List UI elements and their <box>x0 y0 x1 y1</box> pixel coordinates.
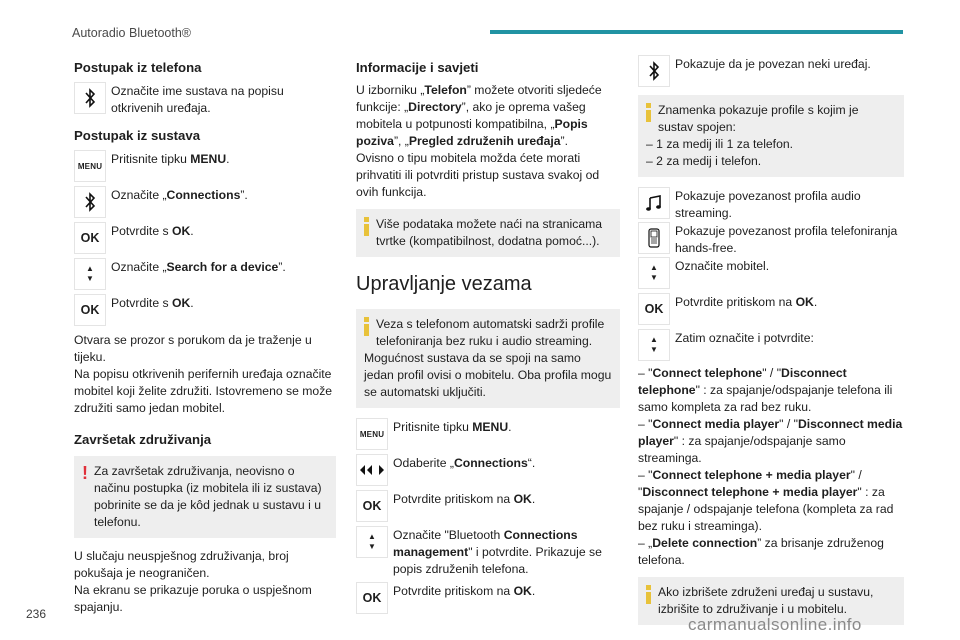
step-row <box>356 454 620 486</box>
warning-text: Za završetak združivanja, neovisno o načinu postupka (iz mobitela ili iz sustava) pobrinite se da je kôd jednak u sustavu i u telefonu. <box>94 464 322 529</box>
heading-phone-procedure: Postupak iz telefona <box>74 60 202 75</box>
info-note-item: – 2 za medij i telefon. <box>646 154 762 168</box>
step-text: Označite „Search for a device”. <box>111 260 286 274</box>
menu-button-icon: MENU <box>74 150 106 182</box>
heading-info-tips: Informacije i savjeti <box>356 60 479 75</box>
step-text: Potvrdite pritiskom na OK. <box>393 492 536 506</box>
step-text: Zatim označite i potvrdite: <box>675 331 814 345</box>
paragraph: Ovisno o tipu mobitela možda ćete morati prihvatiti ili potvrditi pristup sustava svakoj od ovih funkcija. <box>356 151 600 199</box>
heading-pairing-end: Završetak združivanja <box>74 432 212 447</box>
paragraph: Na popisu otkrivenih perifernih uređaja označite mobitel koji želite združiti. Istovremeno se može združiti samo jedan mobitel. <box>74 367 333 415</box>
options-list <box>638 365 904 569</box>
up-down-arrows-icon: ▲ ▼ <box>356 526 388 558</box>
watermark: carmanualsonline.info <box>688 615 862 634</box>
info-paragraph: U izborniku „Telefon” možete otvoriti sljedeće funkcije: „Directory”, ako je oprema vašeg mobitela u potpunosti kompatibilna, „Popis poziva”, „Pregled združenih uređaja”. <box>356 83 602 148</box>
info-icon <box>364 217 369 235</box>
step-text: Potvrdite pritiskom na OK. <box>393 584 536 598</box>
warning-note <box>74 456 336 538</box>
step-row <box>74 222 336 254</box>
step-text: Označite "Bluetooth Connections management" i potvrdite. Prikazuje se popis združenih telefona. <box>393 528 602 576</box>
column-right <box>638 55 904 635</box>
column-left <box>74 55 336 616</box>
bluetooth-icon <box>74 186 106 218</box>
step-row <box>356 526 620 578</box>
info-icon <box>364 317 369 335</box>
info-note <box>638 95 904 177</box>
page-number: 236 <box>26 607 47 621</box>
step-text: Označite „Connections”. <box>111 188 248 202</box>
paragraph: Na ekranu se prikazuje poruka o uspješnom spajanju. <box>74 583 312 614</box>
info-note-text: Više podataka možete naći na stranicama tvrtke (kompatibilnost, dodatna pomoć...). <box>376 217 603 248</box>
step-text: Potvrdite pritiskom na OK. <box>675 295 818 309</box>
info-note <box>356 209 620 257</box>
paragraph: Otvara se prozor s porukom da je traženje u tijeku. <box>74 333 312 364</box>
step-text: Pritisnite tipku MENU. <box>111 152 230 166</box>
ok-button-icon: OK <box>638 293 670 325</box>
step-row <box>74 258 336 290</box>
up-down-arrows-icon: ▲ ▼ <box>638 257 670 289</box>
paragraph: U slučaju neuspješnog združivanja, broj pokušaja je neograničen. <box>74 549 289 580</box>
info-note-text: Znamenka pokazuje profile s kojim je sustav spojen: <box>658 103 859 134</box>
step-text: Pokazuje povezanost profila audio streaming. <box>675 189 861 220</box>
list-item: – „Delete connection” za brisanje združenog telefona. <box>638 536 884 567</box>
warning-icon: ! <box>82 463 88 483</box>
step-text: Pokazuje povezanost profila telefoniranja hands-free. <box>675 224 898 255</box>
step-row <box>638 329 904 361</box>
step-row <box>638 55 904 87</box>
info-note <box>356 309 620 408</box>
step-row <box>74 186 336 218</box>
list-item: – "Connect telephone + media player" / "Disconnect telephone + media player" : za spajanje / odspajanje telefona (kompleta za rad bez ruku i streaminga). <box>638 468 894 533</box>
info-note-text: Ako izbrišete združeni uređaj u sustavu, izbrišite to združivanje i u mobitelu. <box>658 585 874 616</box>
up-down-arrows-icon: ▲ ▼ <box>74 258 106 290</box>
up-down-arrows-icon: ▲ ▼ <box>638 329 670 361</box>
step-row <box>638 293 904 325</box>
mobile-phone-icon <box>638 222 670 254</box>
step-text: Potvrdite s OK. <box>111 296 194 310</box>
step-text: Pritisnite tipku MENU. <box>393 420 512 434</box>
ok-button-icon: OK <box>74 294 106 326</box>
step-row <box>638 187 904 222</box>
header-title: Autoradio Bluetooth® <box>72 26 192 40</box>
info-note-text: Veza s telefonom automatski sadrži profile telefoniranja bez ruku i audio streaming. <box>376 317 605 348</box>
info-icon <box>646 103 651 121</box>
step-text: Pokazuje da je povezan neki uređaj. <box>675 57 871 71</box>
step-row <box>356 582 620 614</box>
header-accent-bar <box>490 30 903 34</box>
step-row <box>356 490 620 522</box>
step-row <box>74 294 336 326</box>
step-row <box>74 150 336 182</box>
step-text: Potvrdite s OK. <box>111 224 194 238</box>
list-item: – "Connect telephone" / "Disconnect telephone" : za spajanje/odspajanje telefona ili samo kompleta za rad bez ruku. <box>638 366 893 414</box>
heading-manage-connections: Upravljanje vezama <box>356 273 532 295</box>
bluetooth-icon <box>638 55 670 87</box>
step-row <box>638 257 904 289</box>
list-item: – "Connect media player" / "Disconnect media player" : za spajanje/odspajanje samo streaminga. <box>638 417 903 465</box>
step-row <box>638 222 904 257</box>
ok-button-icon: OK <box>356 490 388 522</box>
bluetooth-icon <box>74 82 106 114</box>
step-text: Označite ime sustava na popisu otkrivenih uređaja. <box>111 84 284 115</box>
info-note-item: – 1 za medij ili 1 za telefon. <box>646 137 794 151</box>
heading-system-procedure: Postupak iz sustava <box>74 128 201 143</box>
step-text: Odaberite „Connections“. <box>393 456 536 470</box>
music-note-icon <box>638 187 670 219</box>
step-row <box>74 82 336 117</box>
step-row <box>356 418 620 450</box>
left-right-arrows-icon <box>356 454 388 486</box>
info-icon <box>646 585 651 603</box>
ok-button-icon: OK <box>74 222 106 254</box>
column-middle <box>356 55 620 618</box>
step-text: Označite mobitel. <box>675 259 770 273</box>
menu-button-icon: MENU <box>356 418 388 450</box>
info-note-text: Mogućnost sustava da se spoji na samo jedan profil ovisi o mobitelu. Oba profila mogu se automatski uključiti. <box>364 351 612 399</box>
ok-button-icon: OK <box>356 582 388 614</box>
